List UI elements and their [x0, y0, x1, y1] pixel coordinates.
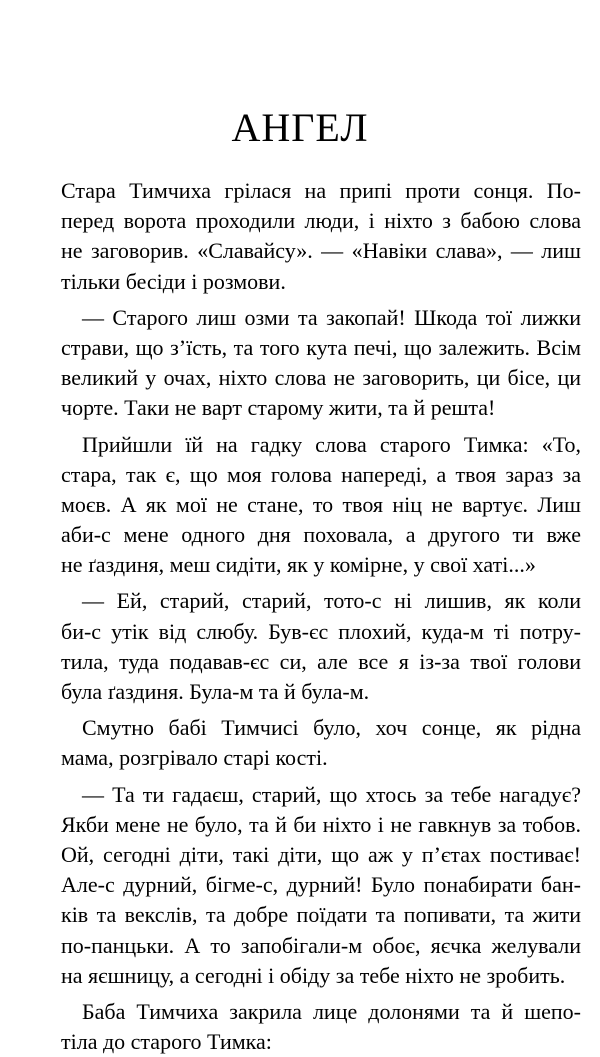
text-line: стара, так є, що моя голова напереді, а твоя зараз за — [61, 461, 581, 487]
text-line: моєв. А як мої не стане, то твоя ніц не вартує. Лиш — [61, 491, 581, 517]
text-line: по-панцьки. А то запобігали-м обоє, яєчка желували — [61, 932, 581, 958]
chapter-title: АНГЕЛ — [231, 105, 369, 150]
paragraph-7 — [61, 997, 581, 1057]
text-line: великий у очах, ніхто слова не заговорить, ци бісе, ци — [61, 365, 581, 391]
paragraph-2 — [61, 303, 581, 424]
text-line: не заговорив. «Славайсу». — «Навіки слава», — лиш — [61, 238, 581, 264]
text-line: ків та векслів, та добре поїдати та попивати, та жити — [61, 902, 581, 928]
text-line: — Старого лиш озми та закопай! Шкода тої лижки — [82, 304, 581, 330]
text-line: не ґаздиня, меш сидіти, як у комірне, у свої хаті...» — [61, 552, 536, 578]
text-line: чорте. Таки не варт старому жити, та й решта! — [61, 395, 496, 421]
text-line: Але-с дурний, бігме-с, дурний! Було понабирати бан- — [61, 872, 581, 898]
paragraph-3 — [61, 430, 581, 581]
text-line: Прийшли їй на гадку слова старого Тимка: «То, — [82, 431, 581, 457]
text-line: Баба Тимчиха закрила лице долонями та й шепо- — [82, 998, 581, 1024]
text-line: Смутно бабі Тимчисі було, хоч сонце, як рідна — [82, 715, 581, 741]
text-line: — Та ти гадаєш, старий, що хтось за тебе нагадує? — [82, 781, 581, 807]
paragraph-5 — [61, 713, 581, 773]
paragraph-1 — [61, 176, 581, 297]
text-line: страви, що з’їсть, та того кута печі, що залежить. Всім — [61, 334, 581, 360]
text-line: на яєшницу, а сегодні і обіду за тебе ніхто не зробить. — [61, 962, 566, 988]
text-line: тіла до старого Тимка: — [61, 1029, 272, 1055]
text-line: тила, туда подавав-єс си, але все я із-за твої голови — [61, 648, 581, 674]
text-line: була ґаздиня. Була-м та й була-м. — [61, 679, 370, 704]
text-line: мама, розгрівало старі кості. — [61, 745, 328, 771]
text-line: аби-с мене одного дня поховала, а другого ти вже — [61, 522, 581, 548]
chapter-body — [61, 176, 581, 1057]
paragraph-6 — [61, 780, 581, 991]
text-line: — Ей, старий, старий, тото-с ні лишив, як коли — [82, 588, 581, 614]
text-line: Ой, сегодні діти, такі діти, що аж у п’єтах постиває! — [61, 841, 581, 867]
text-line: перед ворота проходили люди, і ніхто з бабою слова — [61, 208, 581, 234]
text-line: Якби мене не було, та й би ніхто і не гавкнув за тобов. — [61, 811, 581, 837]
paragraph-4 — [61, 586, 581, 707]
text-line: тільки бесіди і розмови. — [61, 268, 286, 294]
text-line: би-с утік від слюбу. Був-єс плохий, куда-м ті потру- — [61, 618, 581, 644]
text-line: Стара Тимчиха грілася на припі проти сонця. По- — [61, 178, 581, 203]
